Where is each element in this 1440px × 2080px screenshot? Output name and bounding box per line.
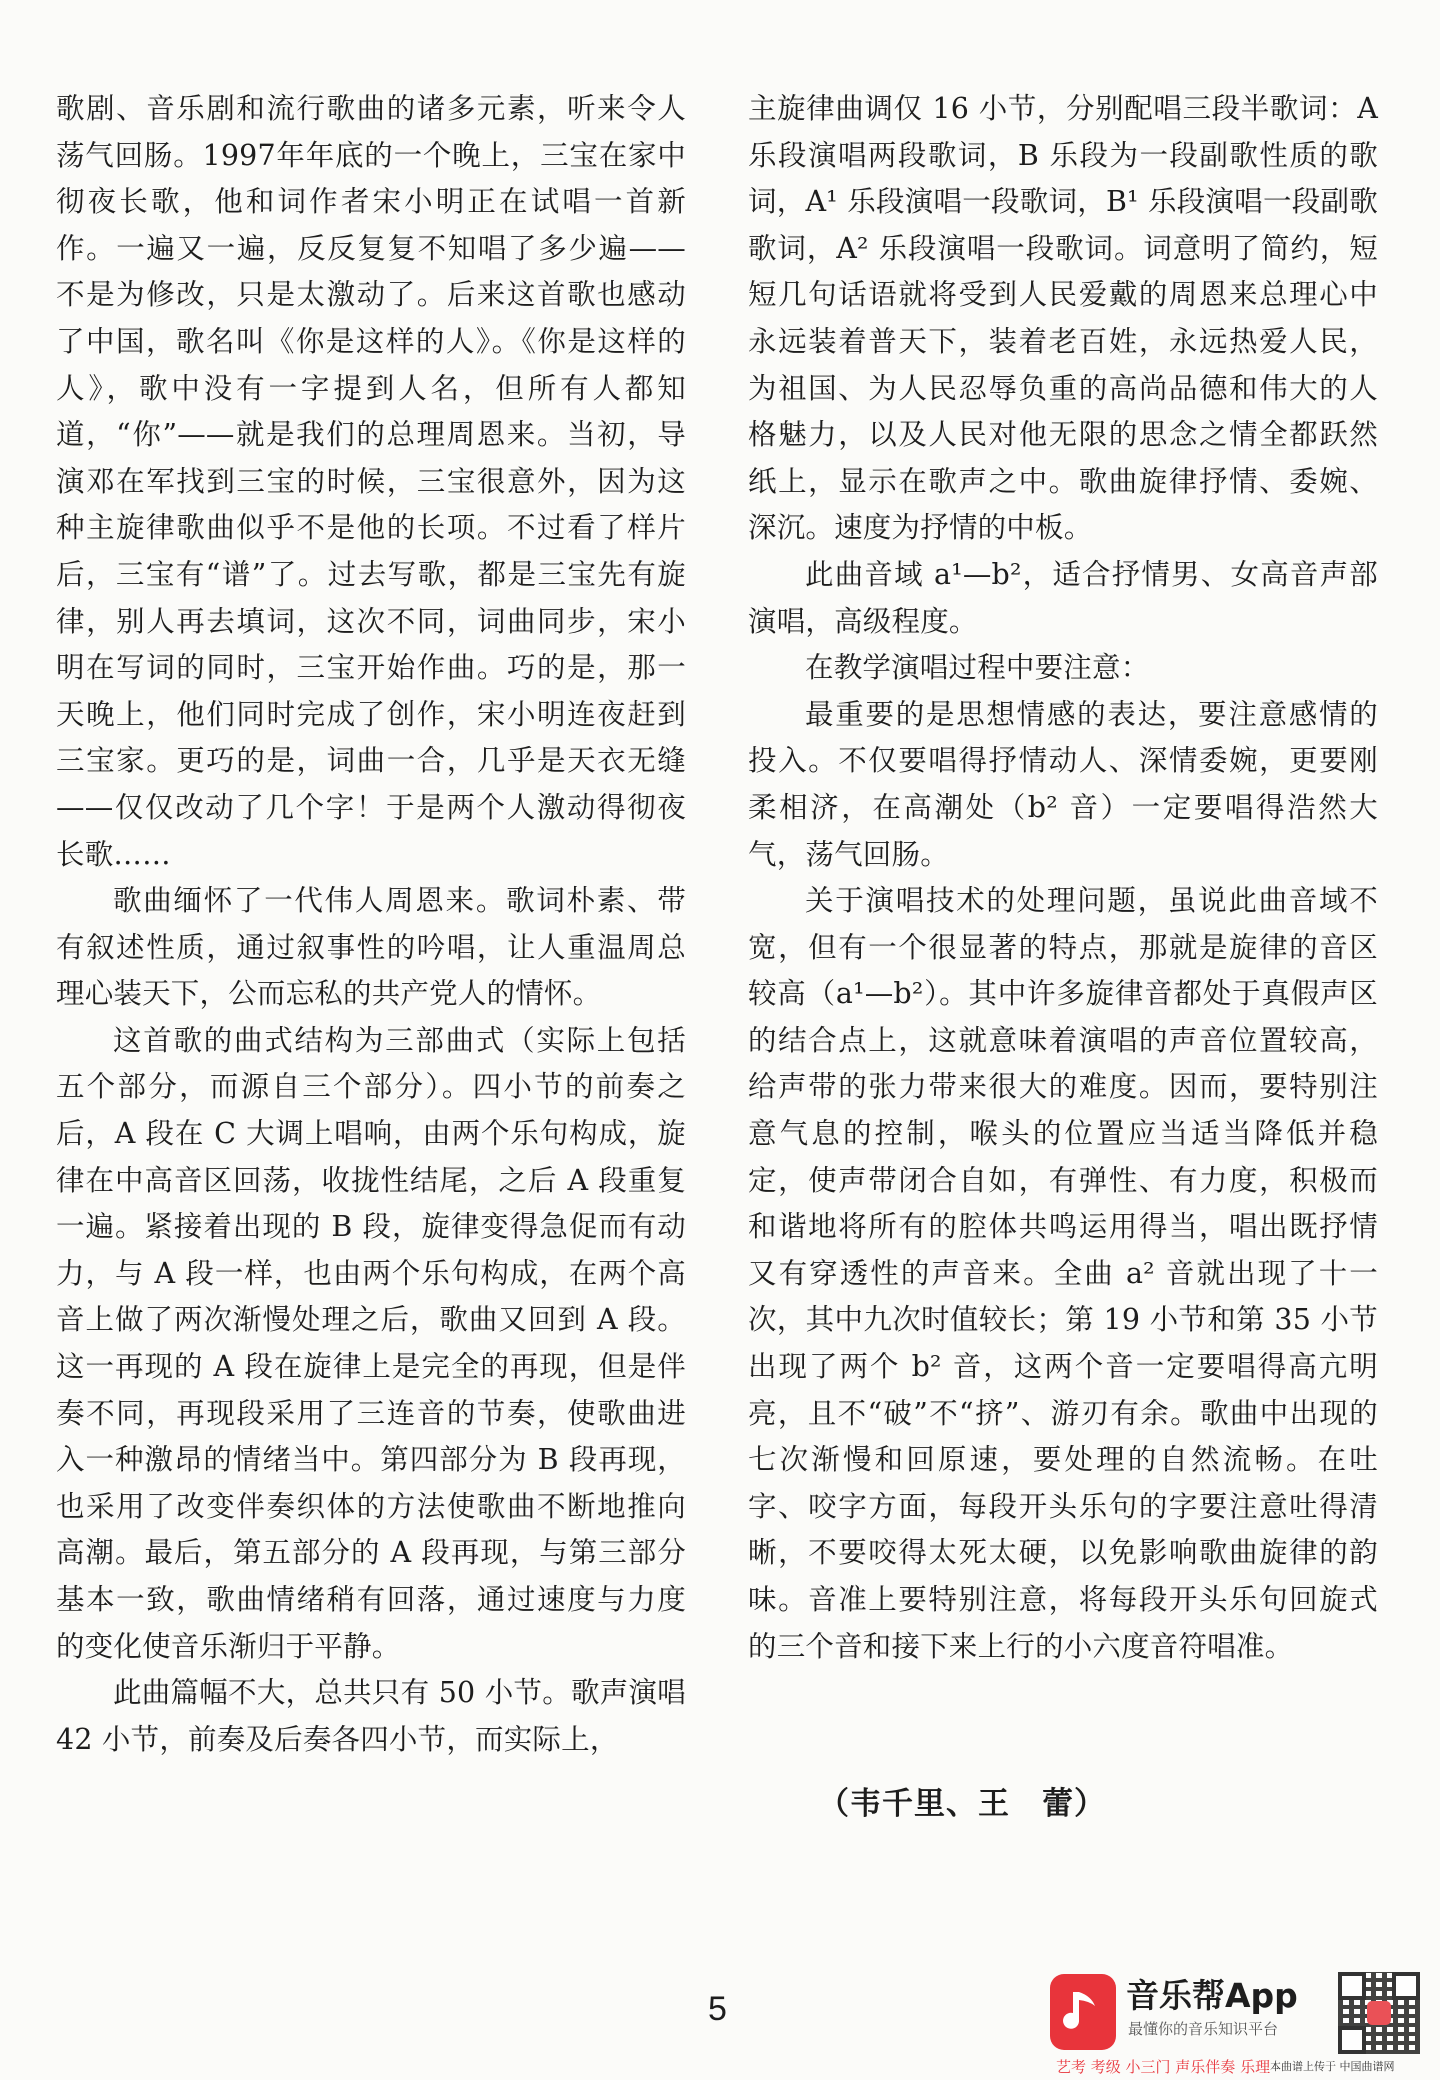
right-column [748,86,1378,1670]
brand-slogan: 最懂你的音乐知识平台 [1128,2020,1279,2038]
paragraph: 主旋律曲调仅 16 小节，分别配唱三段半歌词：A 乐段演唱两段歌词，B 乐段为一段副歌性质的歌词，A¹ 乐段演唱一段歌词，B¹ 乐段演唱一段副歌歌词，A² 乐段演唱一段歌词。词意明了简约，短短几句话语就将受到人民爱戴的周恩来总理心中永远装着普天下，装着老百姓，永远热爱人民，为祖国、为人民忍辱负重的高尚品德和伟大的人格魅力，以及人民对他无限的思念之情全都跃然纸上，显示在歌声之中。歌曲旋律抒情、委婉、深沉。速度为抒情的中板。 [748,92,1378,545]
brand-name: 音乐帮App [1126,1976,1298,2015]
page-number: 5 [708,1990,727,2028]
author-signature: （韦千里、王 蕾） [818,1786,1106,1822]
paragraph: 此曲音域 a¹—b²，适合抒情男、女高音声部演唱，高级程度。 [748,557,1378,638]
paragraph: 这首歌的曲式结构为三部曲式（实际上包括五个部分，而源自三个部分）。四小节的前奏之后，A 段在 C 大调上唱响，由两个乐句构成，旋律在中高音区回荡，收拢性结尾，之后 A 段重复一遍。紧接着出现的 B 段，旋律变得急促而有动力，与 A 段一样，也由两个乐句构成，在两个高音上做了两次渐慢处理之后，歌曲又回到 A 段。这一再现的 A 段在旋律上是完全的再现，但是伴奏不同，再现段采用了三连音的节奏，使歌曲进入一种激昂的情绪当中。第四部分为 B 段再现，也采用了改变伴奏织体的方法使歌曲不断地推向高潮。最后，第五部分的 A 段再现，与第三部分基本一致，歌曲情绪稍有回落，通过速度与力度的变化使音乐渐归于平静。 [56,1023,686,1663]
upload-note: 本曲谱上传于 中国曲谱网 [1270,2060,1395,2073]
qr-code-icon[interactable] [1338,1972,1420,2054]
brand-tags: 艺考 考级 小三门 声乐伴奏 乐理 [1056,2058,1271,2076]
paragraph: 在教学演唱过程中要注意： [805,651,1150,685]
left-column [56,86,686,1763]
paragraph: 关于演唱技术的处理问题，虽说此曲音域不宽，但有一个很显著的特点，那就是旋律的音区较高（a¹—b²）。其中许多旋律音都处于真假声区的结合点上，这就意味着演唱的声音位置较高，给声带的张力带来很大的难度。因而，要特别注意气息的控制，喉头的位置应当适当降低并稳定，使声带闭合自如，有弹性、有力度，积极而和谐地将所有的腔体共鸣运用得当，唱出既抒情又有穿透性的声音来。全曲 a² 音就出现了十一次，其中九次时值较长；第 19 小节和第 35 小节出现了两个 b² 音，这两个音一定要唱得高亢明亮，且不“破”不“挤”、游刃有余。歌曲中出现的七次渐慢和回原速，要处理的自然流畅。在吐字、咬字方面，每段开头乐句的字要注意吐得清晰，不要咬得太死太硬，以免影响歌曲旋律的韵味。音准上要特别注意，将每段开头乐句回旋式的三个音和接下来上行的小六度音符唱准。 [748,884,1378,1663]
paragraph: 歌曲缅怀了一代伟人周恩来。歌词朴素、带有叙述性质，通过叙事性的吟唱，让人重温周总理心装天下，公而忘私的共产党人的情怀。 [56,884,686,1011]
music-note-icon [1050,1974,1116,2050]
paragraph: 最重要的是思想情感的表达，要注意感情的投入。不仅要唱得抒情动人、深情委婉，更要刚柔相济，在高潮处（b² 音）一定要唱得浩然大气，荡气回肠。 [748,697,1378,871]
paragraph: 歌剧、音乐剧和流行歌曲的诸多元素，听来令人荡气回肠。1997年年底的一个晚上，三宝在家中彻夜长歌，他和词作者宋小明正在试唱一首新作。一遍又一遍，反反复复不知唱了多少遍——不是为修改，只是太激动了。后来这首歌也感动了中国，歌名叫《你是这样的人》。《你是这样的人》，歌中没有一字提到人名，但所有人都知道，“你”——就是我们的总理周恩来。当初，导演邓在军找到三宝的时候，三宝很意外，因为这种主旋律歌曲似乎不是他的长项。不过看了样片后，三宝有“谱”了。过去写歌，都是三宝先有旋律，别人再去填词，这次不同，词曲同步，宋小明在写词的同时，三宝开始作曲。巧的是，那一天晚上，他们同时完成了创作，宋小明连夜赶到三宝家。更巧的是，词曲一合，几乎是天衣无缝——仅仅改动了几个字！于是两个人激动得彻夜长歌…… [56,92,686,871]
paragraph: 此曲篇幅不大，总共只有 50 小节。歌声演唱 42 小节，前奏及后奏各四小节，而实际上， [56,1676,686,1756]
